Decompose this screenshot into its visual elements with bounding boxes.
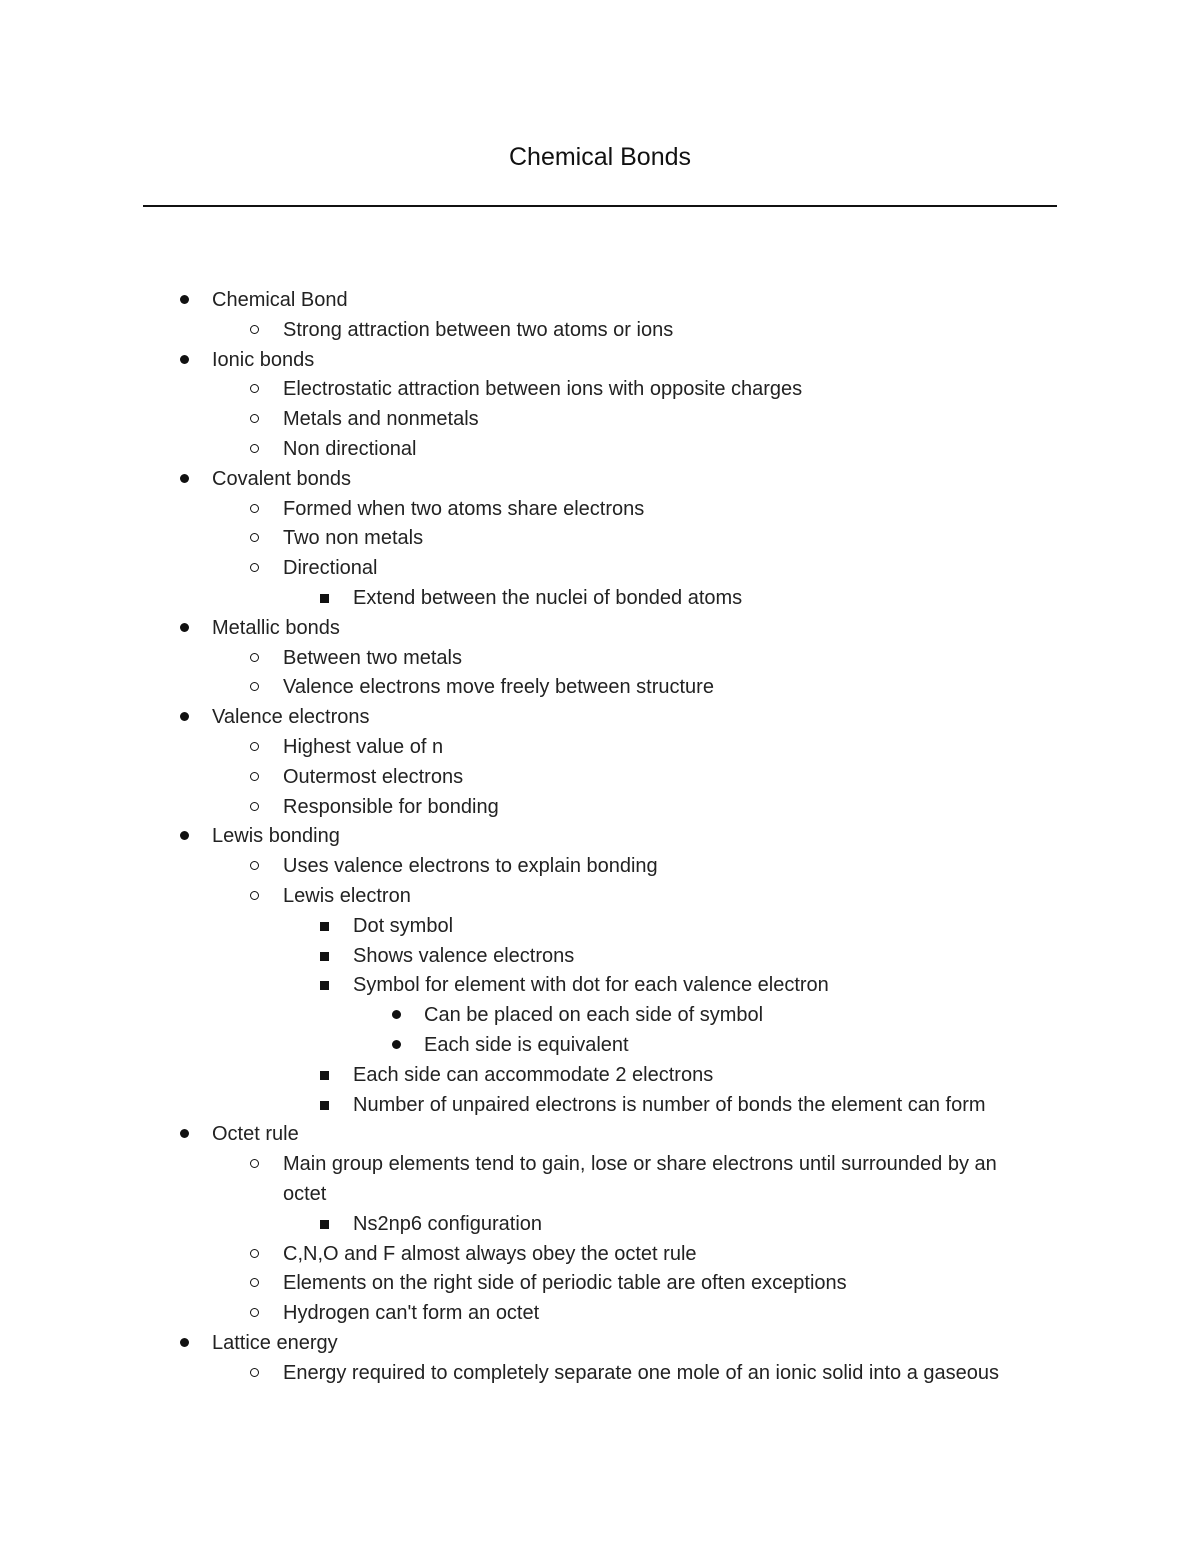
outline-item-text: Highest value of n (283, 736, 444, 758)
outline-item (0, 970, 1200, 1000)
outline-item (0, 1090, 1200, 1120)
outline-item (0, 1060, 1200, 1090)
outline-item (0, 1030, 1200, 1060)
outline-item-text: Valence electrons (212, 706, 370, 729)
outline-item (0, 464, 1200, 494)
outline-item (0, 672, 1200, 702)
outline-item-text: Each side is equivalent (424, 1034, 629, 1056)
outline-item (0, 851, 1200, 881)
outline-item-text: Outermost electrons (283, 765, 464, 788)
outline-item (0, 1119, 1200, 1149)
outline-item-text: Lewis bonding (212, 825, 340, 848)
outline-item (0, 285, 1200, 315)
outline-item-text: Responsible for bonding (283, 795, 499, 818)
outline-item (0, 1179, 1200, 1209)
outline-item (0, 315, 1200, 345)
outline-item-text: Formed when two atoms share electrons (283, 497, 645, 520)
outline-item-text: Valence electrons move freely between structure (283, 676, 714, 699)
title-divider (143, 205, 1057, 207)
outline-item-text: Octet rule (212, 1123, 299, 1146)
outline-item (0, 1328, 1200, 1358)
outline-item-text: Number of unpaired electrons is number of bonds the element can form (353, 1093, 986, 1116)
outline-item (0, 583, 1200, 613)
outline-item-text: Strong attraction between two atoms or ions (283, 318, 674, 341)
outline-item-text: Directional (283, 557, 378, 580)
outline-item (0, 523, 1200, 553)
outline-item-text: Shows valence electrons (353, 944, 575, 967)
outline-item (0, 1268, 1200, 1298)
outline-item-text: Two non metals (283, 527, 424, 550)
outline-item-text: Main group elements tend to gain, lose or share electrons until surrounded by an (283, 1153, 997, 1176)
outline-item (0, 792, 1200, 822)
outline-item (0, 553, 1200, 583)
outline-item-text: C,N,O and F almost always obey the octet rule (283, 1242, 697, 1265)
outline-item-text: Dot symbol (353, 914, 454, 937)
outline-item (0, 1358, 1200, 1388)
outline-item (0, 881, 1200, 911)
outline-item-text: Metallic bonds (212, 616, 340, 639)
outline-item (0, 434, 1200, 464)
outline-item (0, 732, 1200, 762)
outline-item (0, 374, 1200, 404)
outline-item (0, 494, 1200, 524)
outline-item (0, 1239, 1200, 1269)
outline-item (0, 404, 1200, 434)
outline-item-text: Symbol for element with dot for each valence electron (353, 974, 829, 997)
outline-item (0, 613, 1200, 643)
outline-item-text: Uses valence electrons to explain bonding (283, 855, 658, 878)
document-title: Chemical Bonds (508, 143, 692, 171)
outline-item (0, 1209, 1200, 1239)
outline-item-text: Between two metals (283, 646, 462, 669)
outline-item-text: Electrostatic attraction between ions with opposite charges (283, 378, 803, 401)
outline-item-text: Chemical Bond (212, 289, 348, 311)
outline-item (0, 1000, 1200, 1030)
outline-item (0, 1298, 1200, 1328)
outline-item-text: Covalent bonds (212, 467, 351, 490)
outline-item (0, 1149, 1200, 1179)
outline-item-text: Extend between the nuclei of bonded atoms (353, 587, 743, 609)
outline-item-text: octet (283, 1183, 327, 1205)
outline-item-text: Lattice energy (212, 1332, 338, 1354)
outline-item (0, 643, 1200, 673)
outline-item-text: Ns2np6 configuration (353, 1212, 543, 1235)
outline-item (0, 702, 1200, 732)
outline-item (0, 345, 1200, 375)
outline-item-text: Elements on the right side of periodic table are often exceptions (283, 1272, 847, 1295)
outline-item-text: Energy required to completely separate one mole of an ionic solid into a gaseous (283, 1361, 999, 1384)
outline-item-text: Each side can accommodate 2 electrons (353, 1063, 714, 1086)
outline-item-text: Hydrogen can't form an octet (283, 1302, 540, 1325)
outline-item-text: Lewis electron (283, 885, 411, 907)
outline-item (0, 821, 1200, 851)
outline-item-text: Can be placed on each side of symbol (424, 1004, 764, 1027)
outline-item-text: Metals and nonmetals (283, 408, 479, 431)
outline-item (0, 911, 1200, 941)
outline-item-text: Non directional (283, 438, 417, 460)
outline-item (0, 941, 1200, 971)
outline-item-text: Ionic bonds (212, 348, 315, 371)
outline-item (0, 762, 1200, 792)
